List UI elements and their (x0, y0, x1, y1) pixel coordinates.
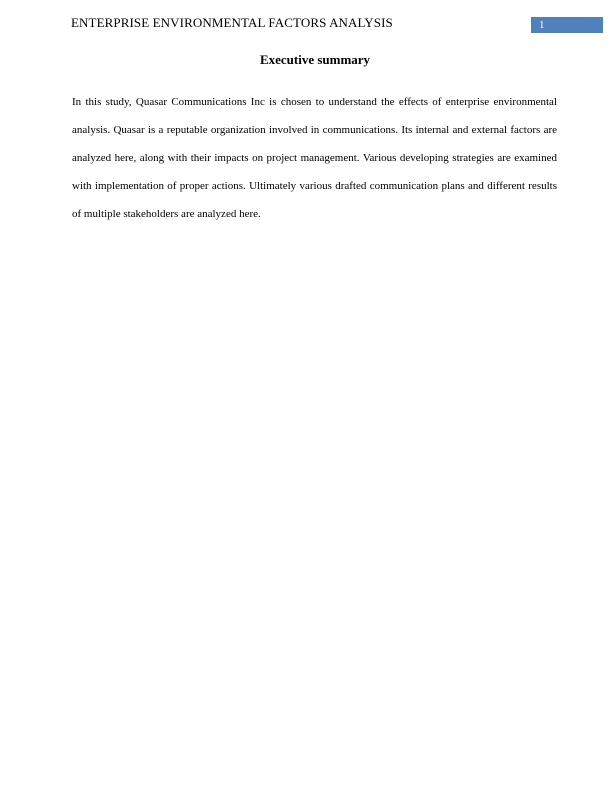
page-number-band (531, 17, 603, 33)
page-number: 1 (539, 19, 545, 31)
summary-paragraph: In this study, Quasar Communications Inc is chosen to understand the effects of enterprise environmental analysis. Quasar is a reputable organization involved in communications. Its internal and external factors are analyzed here, along with their impacts on project management. Various developing strategies are examined with implementation of proper actions. Ultimately various drafted communication plans and different results of multiple stakeholders are analyzed here. (72, 96, 557, 220)
running-head: ENTERPRISE ENVIRONMENTAL FACTORS ANALYSIS (71, 15, 393, 30)
section-title: Executive summary (259, 52, 371, 67)
